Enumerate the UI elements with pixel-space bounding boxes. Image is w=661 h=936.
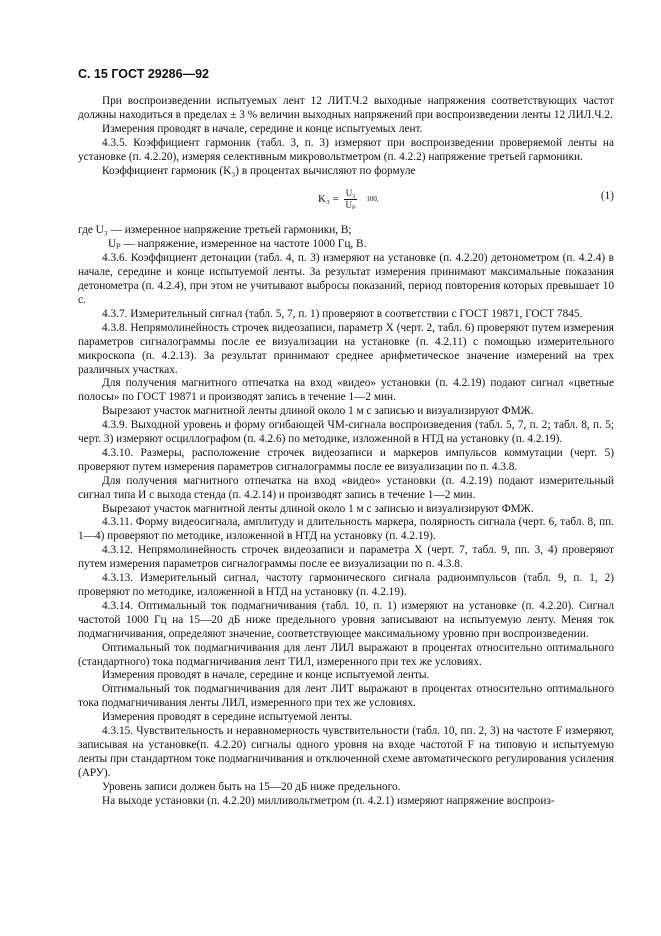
formula-number: (1)	[600, 190, 614, 203]
paragraph: 4.3.9. Выходной уровень и форму огибающей ЧМ-сигнала воспроизведения (табл. 5, 7, п. 2; табл. 8, п. 5; черт. 3) измеряют осциллографом (п. 4.2.6) по методике, изложенной в НТД на установку (п. 4.2.19).	[78, 419, 614, 446]
paragraph: На выходе установки (п. 4.2.20) милливольтметром (п. 4.2.1) измеряют напряжение воспроиз-	[102, 794, 555, 807]
paragraph: При воспроизведении испытуемых лент 12 ЛИТ.Ч.2 выходные напряжения соответствующих частот должны находиться в пределах ± 3 % величин выходных напряжений при воспроизведении ленты 12 ЛИЛ.Ч.2.	[78, 95, 614, 121]
paragraph: Вырезают участок магнитной ленты длиной около 1 м с записью и визуализируют ФМЖ.	[102, 502, 534, 515]
paragraph: 4.3.6. Коэффициент детонации (табл. 4, п. 3) измеряют на установке (п. 4.2.20) детонометром (п. 4.2.4) в начале, середине и конце испытуемой ленты. За результат измерения принимают максимальные показания детонометра (п. 4.2.4), при этом не учитывают выбросы показаний, период повторения которых превышает 10 с.	[78, 252, 614, 306]
formula-expression	[318, 188, 379, 211]
formula	[78, 182, 614, 222]
paragraph: Измерения проводят в начале, середине и конце испытуемых лент.	[102, 122, 423, 135]
formula-lhs: K₃ =	[318, 192, 339, 205]
formula-numerator: U₃	[345, 188, 356, 199]
formula-legend	[78, 224, 614, 252]
paragraph: 4.3.15. Чувствительность и неравномерность чувствительности (табл. 10, пп. 2, 3) на частоте F измеряют, записывая на установке(п. 4.2.20) сигналы одного уровня на входе частотой F на типовую и испытуемую ленты при стандартном токе подмагничивания и отключенной схеме автоматического регулирования усиления (АРУ).	[78, 725, 614, 779]
paragraph: Коэффициент гармоник (K₃) в процентах вычисляют по формуле	[102, 164, 416, 177]
page-header: С. 15 ГОСТ 29286—92	[78, 67, 209, 81]
paragraph: 4.3.14. Оптимальный ток подмагничивания (табл. 10, п. 1) измеряют на установке (п. 4.2.20). Сигнал частотой 1000 Гц на 15—20 дБ ниже предельного уровня записывают на испытуемую ленту. Меняя ток подмагничивания, определяют значение, соответствующее максимальному уровню при воспроизведении.	[78, 599, 614, 640]
paragraph: Уровень записи должен быть на 15—20 дБ ниже предельного.	[102, 780, 401, 793]
paragraph: 4.3.8. Непрямолинейность строчек видеозаписи, параметр X (черт. 2, табл. 6) проверяют путем измерения параметров сигналограммы после ее визуализации на установке (п. 4.2.11) с помощью измерительного микроскопа (п. 4.2.13). За результат принимают среднее арифметическое значение измерений на трех различных участках.	[78, 321, 614, 376]
paragraph: 4.3.7. Измерительный сигнал (табл. 5, 7, п. 1) проверяют в соответствии с ГОСТ 19871, ГОСТ 7845.	[102, 307, 583, 320]
paragraph: Оптимальный ток подмагничивания для лент ЛИЛ выражают в процентах относительно оптимального (стандартного) тока подмагничивания лент ТИЛ, измеренного при тех же условиях.	[78, 641, 614, 668]
paragraph: Для получения магнитного отпечатка на вход «видео» установки (п. 4.2.19) подают сигнал «цветные полосы» по ГОСТ 19871 и производят запись в течение 1—2 мин.	[78, 377, 614, 404]
legend-line: Uₚ — напряжение, измеренное на частоте 1000 Гц, В.	[108, 238, 367, 251]
document-body	[78, 95, 614, 809]
paragraph: Оптимальный ток подмагничивания для лент ЛИТ выражают в процентах относительно оптимального тока подмагничивания ленты ЛИЛ, измеренного при тех же условиях.	[78, 683, 614, 710]
paragraph: 4.3.5. Коэффициент гармоник (табл. 3, п. 3) измеряют при воспроизведении проверяемой ленты на установке (п. 4.2.20), измеряя селективным микровольтметром (п. 4.2.2) напряжение третьей гармоники.	[78, 136, 614, 163]
paragraph: 4.3.10. Размеры, расположение строчек видеозаписи и маркеров импульсов коммутации (черт. 5) проверяют путем измерения параметров сигналограммы после ее визуализации по п. 4.3.8.	[78, 446, 614, 473]
formula-fraction	[344, 188, 358, 211]
formula-denominator: Uₚ	[345, 200, 356, 211]
formula-tail: 100,	[366, 194, 379, 203]
paragraph: Измерения проводят в середине испытуемой ленты.	[102, 711, 353, 724]
paragraph: Для получения магнитного отпечатка на вход «видео» установки (п. 4.2.19) подают измерительный сигнал типа И с выхода стенда (п. 4.2.14) и производят запись в течение 1—2 мин.	[78, 474, 614, 501]
paragraph: Измерения проводят в начале, середине и конце испытуемой ленты.	[102, 669, 430, 682]
paragraph: Вырезают участок магнитной ленты длиной около 1 м с записью и визуализируют ФМЖ.	[102, 405, 534, 418]
paragraph: 4.3.11. Форму видеосигнала, амплитуду и длительность маркера, полярность сигнала (черт. 6, табл. 8, пп. 1—4) проверяют по методике, изложенной в НТД на установку (п. 4.2.19).	[78, 516, 614, 543]
paragraph: 4.3.13. Измерительный сигнал, частоту гармонического сигнала радиоимпульсов (табл. 9, п. 1, 2) проверяют по методике, изложенной в НТД на установку (п. 4.2.19).	[78, 572, 614, 598]
paragraph: 4.3.12. Непрямолинейность строчек видеозаписи и параметра X (черт. 7, табл. 9, пп. 3, 4) проверяют путем измерения параметров сигналограммы после ее визуализации по п. 4.3.8.	[78, 544, 614, 571]
legend-line: где U₃ — измеренное напряжение третьей гармоники, В;	[78, 224, 352, 237]
